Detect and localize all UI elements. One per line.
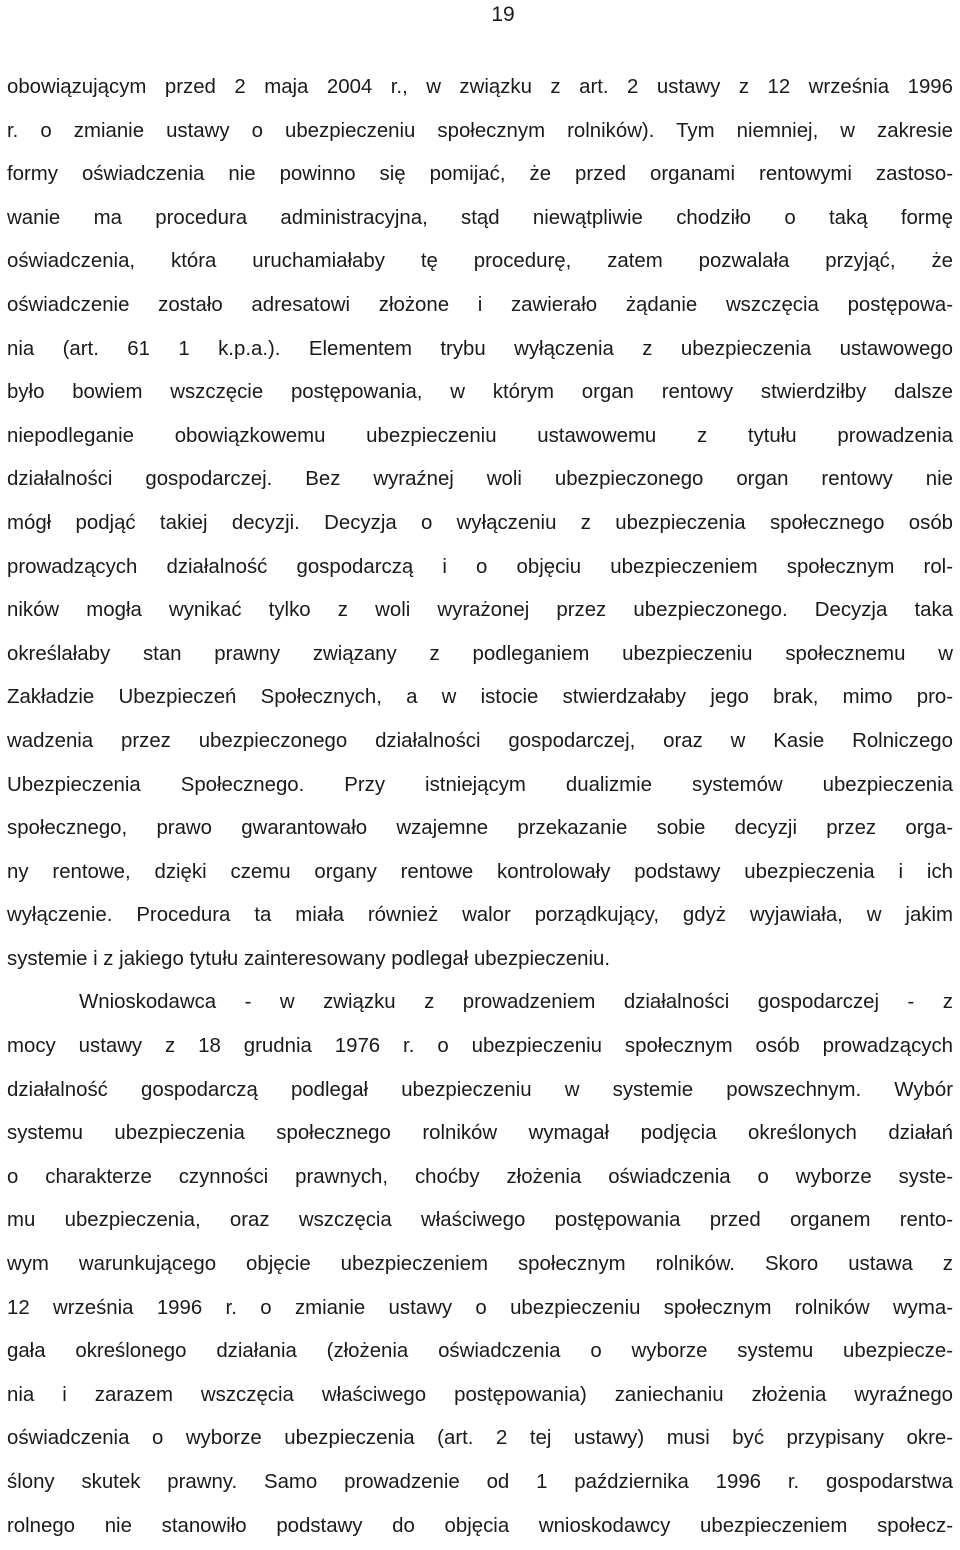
text-line: oświadczenia, która uruchamiałaby tę procedurę, zatem pozwalała przyjąć, że [7,250,953,273]
text-line: formy oświadczenia nie powinno się pomijać, że przed organami rentowymi zastoso- [7,163,953,186]
text-line: ników mogła wynikać tylko z woli wyrażonej przez ubezpieczonego. Decyzja taka [7,599,953,622]
text-line: społecznego, prawo gwarantowało wzajemne przekazanie sobie decyzji przez orga- [7,817,953,840]
text-line: rolnego nie stanowiło podstawy do objęcia wnioskodawcy ubezpieczeniem społecz- [7,1514,953,1537]
page-number: 19 [491,3,515,26]
document-body [7,66,953,1548]
text-line: działalności gospodarczej. Bez wyraźnej woli ubezpieczonego organ rentowy nie [7,468,953,491]
text-line: 12 września 1996 r. o zmianie ustawy o ubezpieczeniu społecznym rolników wyma- [7,1296,953,1319]
text-line: ny rentowe, dzięki czemu organy rentowe kontrolowały podstawy ubezpieczenia i ich [7,860,953,883]
text-line: o charakterze czynności prawnych, choćby złożenia oświadczenia o wyborze syste- [7,1165,953,1188]
paragraph-last-line: systemie i z jakiego tytułu zainteresowany podlegał ubezpieczeniu. [7,947,610,970]
text-line: oświadczenie zostało adresatowi złożone i zawierało żądanie wszczęcia postępowa- [7,293,953,316]
text-line: mu ubezpieczenia, oraz wszczęcia właściwego postępowania przed organem rento- [7,1209,953,1232]
paragraph-first-line: Wnioskodawca - w związku z prowadzeniem działalności gospodarczej - z [79,991,953,1014]
text-line: ślony skutek prawny. Samo prowadzenie od 1 października 1996 r. gospodarstwa [7,1471,953,1493]
text-line: mógł podjąć takiej decyzji. Decyzja o wyłączeniu z ubezpieczenia społecznego osób [7,511,953,534]
text-line: Ubezpieczenia Społecznego. Przy istniejącym dualizmie systemów ubezpieczenia [7,773,953,796]
text-line: nia (art. 61 1 k.p.a.). Elementem trybu wyłączenia z ubezpieczenia ustawowego [7,337,953,360]
text-line: oświadczenia o wyborze ubezpieczenia (art. 2 tej ustawy) musi być przypisany okre- [7,1427,953,1450]
text-line: było bowiem wszczęcie postępowania, w którym organ rentowy stwierdziłby dalsze [7,381,953,404]
text-line: wyłączenie. Procedura ta miała również walor porządkujący, gdyż wyjawiała, w jakim [7,904,953,927]
text-line: wym warunkującego objęcie ubezpieczeniem społecznym rolników. Skoro ustawa z [7,1253,953,1276]
text-line: prowadzących działalność gospodarczą i o objęciu ubezpieczeniem społecznym rol- [7,555,953,578]
text-line: wadzenia przez ubezpieczonego działalności gospodarczej, oraz w Kasie Rolniczego [7,729,953,752]
text-line: nia i zarazem wszczęcia właściwego postępowania) zaniechaniu złożenia wyraźnego [7,1383,953,1406]
text-line: określałaby stan prawny związany z podleganiem ubezpieczeniu społecznemu w [7,642,953,665]
text-line: wanie ma procedura administracyjna, stąd niewątpliwie chodziło o taką formę [7,206,953,229]
text-line: działalność gospodarczą podlegał ubezpieczeniu w systemie powszechnym. Wybór [7,1078,953,1101]
text-line: obowiązującym przed 2 maja 2004 r., w związku z art. 2 ustawy z 12 września 1996 [7,76,953,98]
text-line: mocy ustawy z 18 grudnia 1976 r. o ubezpieczeniu społecznym osób prowadzących [7,1035,953,1058]
text-line: r. o zmianie ustawy o ubezpieczeniu społecznym rolników). Tym niemniej, w zakresie [7,119,953,142]
text-line: systemu ubezpieczenia społecznego rolników wymagał podjęcia określonych działań [7,1122,953,1145]
text-line: Zakładzie Ubezpieczeń Społecznych, a w istocie stwierdzałaby jego brak, mimo pro- [7,686,953,709]
text-line: gała określonego działania (złożenia oświadczenia o wyborze systemu ubezpiecze- [7,1340,953,1363]
text-line: niepodleganie obowiązkowemu ubezpieczeniu ustawowemu z tytułu prowadzenia [7,424,953,447]
